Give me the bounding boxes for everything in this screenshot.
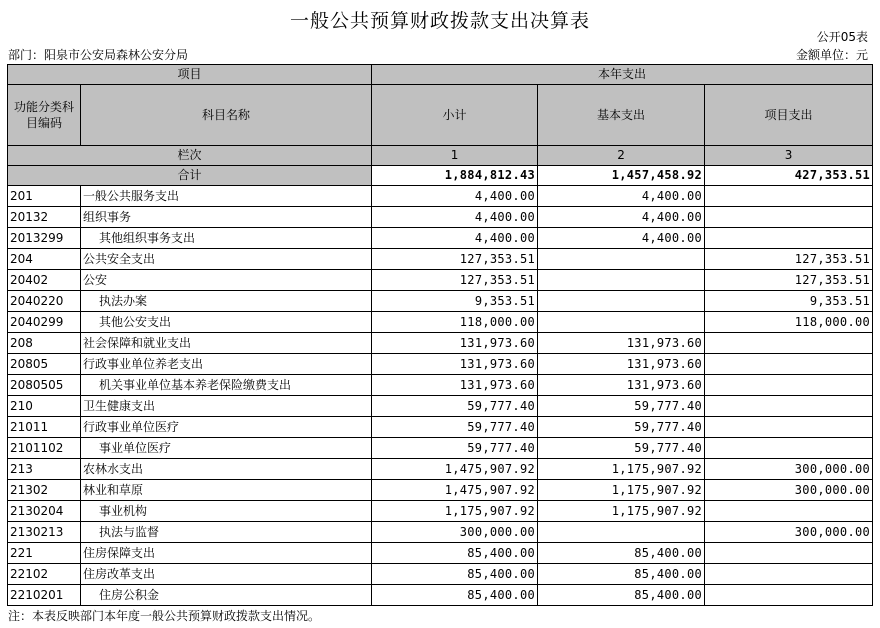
row-project <box>705 564 873 585</box>
row-code: 20132 <box>8 207 81 228</box>
row-project <box>705 438 873 459</box>
row-code: 2210201 <box>8 585 81 606</box>
row-project: 300,000.00 <box>705 522 873 543</box>
row-project <box>705 543 873 564</box>
header-row-1 <box>8 65 873 85</box>
row-subject-name: 组织事务 <box>81 207 372 228</box>
row-subtotal: 131,973.60 <box>372 333 538 354</box>
row-basic: 131,973.60 <box>538 354 705 375</box>
row-basic: 4,400.00 <box>538 186 705 207</box>
table-row <box>8 417 873 438</box>
table-row <box>8 186 873 207</box>
row-basic: 131,973.60 <box>538 333 705 354</box>
header-project: 项目支出 <box>705 85 873 146</box>
table-row <box>8 354 873 375</box>
header-item: 项目 <box>8 65 372 85</box>
row-basic: 1,175,907.92 <box>538 501 705 522</box>
table-row <box>8 543 873 564</box>
row-subtotal: 131,973.60 <box>372 375 538 396</box>
row-subtotal: 4,400.00 <box>372 228 538 249</box>
row-subject-name: 住房保障支出 <box>81 543 372 564</box>
table-row <box>8 375 873 396</box>
row-subject-name: 事业机构 <box>81 501 372 522</box>
table-row <box>8 396 873 417</box>
row-subject-name: 林业和草原 <box>81 480 372 501</box>
row-subtotal: 127,353.51 <box>372 270 538 291</box>
row-subtotal: 127,353.51 <box>372 249 538 270</box>
header-func-code <box>8 85 81 146</box>
row-subject-name: 住房公积金 <box>81 585 372 606</box>
table-row <box>8 312 873 333</box>
row-project: 9,353.51 <box>705 291 873 312</box>
table-row <box>8 564 873 585</box>
row-basic <box>538 270 705 291</box>
row-subtotal: 300,000.00 <box>372 522 538 543</box>
row-subject-name: 行政事业单位养老支出 <box>81 354 372 375</box>
row-code: 213 <box>8 459 81 480</box>
header-column-no: 栏次 <box>8 146 372 166</box>
table-row <box>8 249 873 270</box>
row-basic <box>538 522 705 543</box>
table-row <box>8 501 873 522</box>
row-code: 210 <box>8 396 81 417</box>
row-basic: 1,175,907.92 <box>538 480 705 501</box>
row-subtotal: 59,777.40 <box>372 417 538 438</box>
row-project <box>705 585 873 606</box>
amount-unit-label: 金额单位：元 <box>795 48 868 62</box>
row-basic: 59,777.40 <box>538 438 705 459</box>
row-project: 300,000.00 <box>705 480 873 501</box>
row-subtotal: 85,400.00 <box>372 543 538 564</box>
row-basic <box>538 249 705 270</box>
row-subject-name: 住房改革支出 <box>81 564 372 585</box>
row-project <box>705 186 873 207</box>
row-subtotal: 59,777.40 <box>372 396 538 417</box>
row-project <box>705 417 873 438</box>
row-subtotal: 131,973.60 <box>372 354 538 375</box>
table-row <box>8 207 873 228</box>
row-subject-name: 社会保障和就业支出 <box>81 333 372 354</box>
report-title: 一般公共预算财政拨款支出决算表 <box>289 10 590 32</box>
row-basic: 4,400.00 <box>538 228 705 249</box>
row-project: 127,353.51 <box>705 270 873 291</box>
row-project: 127,353.51 <box>705 249 873 270</box>
header-current-year: 本年支出 <box>372 65 873 85</box>
row-basic <box>538 291 705 312</box>
row-code: 2040220 <box>8 291 81 312</box>
row-subject-name: 农林水支出 <box>81 459 372 480</box>
row-basic: 131,973.60 <box>538 375 705 396</box>
row-subtotal: 1,475,907.92 <box>372 459 538 480</box>
row-basic: 85,400.00 <box>538 564 705 585</box>
row-subject-name: 其他组织事务支出 <box>81 228 372 249</box>
header-row-column-no <box>8 146 873 166</box>
row-subtotal: 4,400.00 <box>372 186 538 207</box>
table-row <box>8 480 873 501</box>
row-subject-name: 一般公共服务支出 <box>81 186 372 207</box>
row-project <box>705 354 873 375</box>
row-subject-name: 公安 <box>81 270 372 291</box>
row-project <box>705 396 873 417</box>
row-subtotal: 118,000.00 <box>372 312 538 333</box>
table-row <box>8 270 873 291</box>
department-label: 部门：阳泉市公安局森林公安分局 <box>8 48 189 62</box>
row-subtotal: 1,475,907.92 <box>372 480 538 501</box>
row-subject-name: 行政事业单位医疗 <box>81 417 372 438</box>
header-subtotal: 小计 <box>372 85 538 146</box>
table-row <box>8 291 873 312</box>
header-col1: 1 <box>372 146 538 166</box>
row-subject-name: 执法办案 <box>81 291 372 312</box>
row-subtotal: 85,400.00 <box>372 585 538 606</box>
row-project <box>705 228 873 249</box>
row-basic: 59,777.40 <box>538 396 705 417</box>
row-subject-name: 公共安全支出 <box>81 249 372 270</box>
row-basic: 1,175,907.92 <box>538 459 705 480</box>
row-code: 21011 <box>8 417 81 438</box>
total-basic: 1,457,458.92 <box>538 166 705 186</box>
row-code: 201 <box>8 186 81 207</box>
row-subtotal: 85,400.00 <box>372 564 538 585</box>
table-row <box>8 333 873 354</box>
form-number: 公开05表 <box>816 30 868 44</box>
table-row <box>8 459 873 480</box>
row-basic: 4,400.00 <box>538 207 705 228</box>
table-row <box>8 522 873 543</box>
table-row <box>8 228 873 249</box>
row-code: 2101102 <box>8 438 81 459</box>
row-code: 208 <box>8 333 81 354</box>
total-project: 427,353.51 <box>705 166 873 186</box>
row-subtotal: 4,400.00 <box>372 207 538 228</box>
header-col2: 2 <box>538 146 705 166</box>
row-code: 20805 <box>8 354 81 375</box>
table-row <box>8 585 873 606</box>
row-subject-name: 卫生健康支出 <box>81 396 372 417</box>
row-code: 204 <box>8 249 81 270</box>
row-subject-name: 事业单位医疗 <box>81 438 372 459</box>
row-basic: 85,400.00 <box>538 543 705 564</box>
row-basic: 59,777.40 <box>538 417 705 438</box>
header-func-code-text: 功能分类科目编码 <box>14 100 75 130</box>
row-code: 20402 <box>8 270 81 291</box>
row-project: 118,000.00 <box>705 312 873 333</box>
total-row <box>8 166 873 186</box>
row-subtotal: 59,777.40 <box>372 438 538 459</box>
row-code: 2080505 <box>8 375 81 396</box>
row-code: 2130204 <box>8 501 81 522</box>
header-basic: 基本支出 <box>538 85 705 146</box>
header-row-2 <box>8 85 873 146</box>
row-basic <box>538 312 705 333</box>
row-code: 221 <box>8 543 81 564</box>
row-subject-name: 执法与监督 <box>81 522 372 543</box>
header-subject-name: 科目名称 <box>81 85 372 146</box>
row-project <box>705 501 873 522</box>
row-subject-name: 机关事业单位基本养老保险缴费支出 <box>81 375 372 396</box>
row-code: 21302 <box>8 480 81 501</box>
row-code: 2013299 <box>8 228 81 249</box>
row-code: 2040299 <box>8 312 81 333</box>
row-basic: 85,400.00 <box>538 585 705 606</box>
row-project: 300,000.00 <box>705 459 873 480</box>
total-subtotal: 1,884,812.43 <box>372 166 538 186</box>
row-project <box>705 375 873 396</box>
row-subtotal: 9,353.51 <box>372 291 538 312</box>
footnote: 注：本表反映部门本年度一般公共预算财政拨款支出情况。 <box>8 609 321 623</box>
row-code: 2130213 <box>8 522 81 543</box>
row-subject-name: 其他公安支出 <box>81 312 372 333</box>
total-label: 合计 <box>8 166 372 186</box>
row-project <box>705 333 873 354</box>
row-project <box>705 207 873 228</box>
table-row <box>8 438 873 459</box>
row-subtotal: 1,175,907.92 <box>372 501 538 522</box>
expenditure-table <box>7 64 873 606</box>
header-col3: 3 <box>705 146 873 166</box>
row-code: 22102 <box>8 564 81 585</box>
